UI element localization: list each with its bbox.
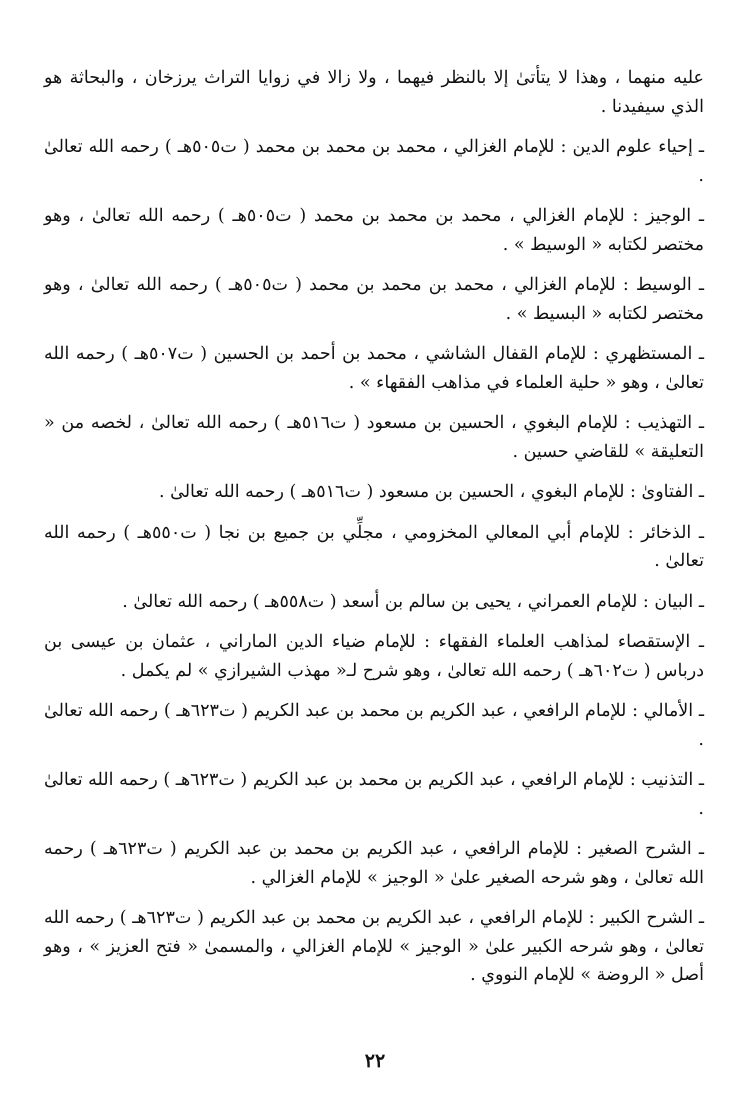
entry-al-sharh-al-saghir: ـ الشرح الصغير : للإمام الرافعي ، عبد الكريم بن محمد بن عبد الكريم ( ت٦٢٣هـ ) رحمه الله تعالىٰ ، وهو شرحه الصغير علىٰ « الوجيز » للإمام الغزالي . <box>44 839 704 888</box>
page-body <box>44 64 704 1002</box>
entry-al-tadhnib: ـ التذنيب : للإمام الرافعي ، عبد الكريم بن محمد بن عبد الكريم ( ت٦٢٣هـ ) رحمه الله تعالىٰ . <box>44 770 704 819</box>
entry-al-fatawa: ـ الفتاوىٰ : للإمام البغوي ، الحسين بن مسعود ( ت٥١٦هـ ) رحمه الله تعالىٰ . <box>158 482 704 502</box>
entry-al-amali: ـ الأمالي : للإمام الرافعي ، عبد الكريم بن محمد بن عبد الكريم ( ت٦٢٣هـ ) رحمه الله تعالىٰ . <box>44 701 704 750</box>
intro-paragraph: عليه منهما ، وهذا لا يتأتىٰ إلا بالنظر فيهما ، ولا زالا في زوايا التراث يرزخان ، والبحاثة هو الذي سيفيدنا . <box>44 68 704 117</box>
entry-al-dhakhair: ـ الذخائر : للإمام أبي المعالي المخزومي ، مجلِّي بن جميع بن نجا ( ت٥٥٠هـ ) رحمه الله تعالىٰ . <box>44 522 704 571</box>
entry-al-tahdhib: ـ التهذيب : للإمام البغوي ، الحسين بن مسعود ( ت٥١٦هـ ) رحمه الله تعالىٰ ، لخصه من « التعليقة » للقاضي حسين . <box>44 413 705 462</box>
entry-al-mustazhiri: ـ المستظهري : للإمام القفال الشاشي ، محمد بن أحمد بن الحسين ( ت٥٠٧هـ ) رحمه الله تعالىٰ ، وهو « حلية العلماء في مذاهب الفقهاء » . <box>44 344 704 393</box>
entry-ihya-ulum-al-din: ـ إحياء علوم الدين : للإمام الغزالي ، محمد بن محمد بن محمد ( ت٥٠٥هـ ) رحمه الله تعالىٰ . <box>44 137 705 186</box>
page-number: ٢٢ <box>364 1050 386 1072</box>
entry-al-sharh-al-kabir: ـ الشرح الكبير : للإمام الرافعي ، عبد الكريم بن محمد بن عبد الكريم ( ت٦٢٣هـ ) رحمه الله تعالىٰ ، وهو شرحه الكبير علىٰ « الوجيز » للإمام الغزالي ، والمسمىٰ « فتح العزيز » ، وهو أصل « الروضة » للإمام النووي . <box>44 908 704 985</box>
entry-al-bayan: ـ البيان : للإمام العمراني ، يحيى بن سالم بن أسعد ( ت٥٥٨هـ ) رحمه الله تعالىٰ . <box>122 591 704 612</box>
entry-al-wajiz: ـ الوجيز : للإمام الغزالي ، محمد بن محمد بن محمد ( ت٥٠٥هـ ) رحمه الله تعالىٰ ، وهو مختصر لكتابه « الوسيط » . <box>44 206 704 255</box>
entry-al-wasit: ـ الوسيط : للإمام الغزالي ، محمد بن محمد بن محمد ( ت٥٠٥هـ ) رحمه الله تعالىٰ ، وهو مختصر لكتابه « البسيط » . <box>44 275 704 324</box>
entry-al-istiqsa: ـ الإستقصاء لمذاهب العلماء الفقهاء : للإمام ضياء الدين الماراني ، عثمان بن عيسى بن درباس ( ت٦٠٢هـ ) رحمه الله تعالىٰ ، وهو شرح لـ« مهذب الشيرازي » لم يكمل . <box>44 632 704 681</box>
